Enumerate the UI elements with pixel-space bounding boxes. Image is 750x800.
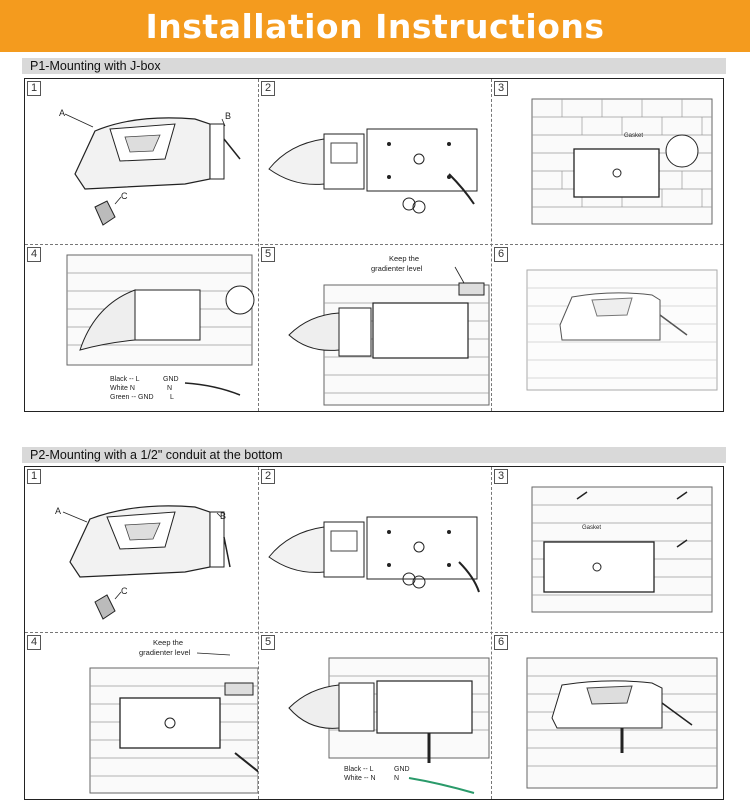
- callout-a: A: [55, 506, 62, 516]
- gasket-label: Gasket: [582, 525, 602, 531]
- callout-a: A: [59, 108, 66, 118]
- step-number: 4: [27, 247, 41, 262]
- wire-white: White -- N: [344, 775, 376, 782]
- brick-wall-mount-drawing: [492, 467, 724, 632]
- callout-c: C: [121, 191, 128, 201]
- p1-step-5: [259, 245, 491, 412]
- callout-b: B: [220, 511, 227, 521]
- step-number: 1: [27, 81, 41, 96]
- wall-pack-fixture-drawing: [25, 467, 258, 632]
- step-number: 6: [494, 635, 508, 650]
- p1-step-3: [492, 79, 724, 244]
- banner-title: Installation Instructions: [145, 6, 605, 46]
- level-note-1: Keep the: [153, 638, 184, 647]
- p1-panel: [24, 78, 724, 412]
- callout-b: B: [225, 111, 232, 121]
- p1-step-1: [25, 79, 258, 244]
- level-note-1: Keep the: [389, 254, 420, 263]
- wire-white: White N: [110, 385, 135, 392]
- p2-step-5: [259, 633, 491, 800]
- p2-panel: [24, 466, 724, 800]
- p1-step-2: [259, 79, 491, 244]
- wiring-drawing: [25, 245, 258, 412]
- step-number: 3: [494, 469, 508, 484]
- open-fixture-drawing: [259, 79, 491, 244]
- p1-section-title: P1-Mounting with J-box: [22, 58, 726, 74]
- callout-c: C: [121, 586, 128, 596]
- open-fixture-drawing: [259, 467, 491, 632]
- step-number: 3: [494, 81, 508, 96]
- step-number: 5: [261, 247, 275, 262]
- level-note-2: gradienter level: [371, 264, 423, 273]
- page-banner: [0, 0, 750, 52]
- term-3: L: [170, 394, 174, 401]
- level-note-2: gradienter level: [139, 648, 191, 657]
- step-number: 1: [27, 469, 41, 484]
- step-number: 5: [261, 635, 275, 650]
- p2-step-4: [25, 633, 258, 800]
- p2-section-title: P2-Mounting with a 1/2" conduit at the bottom: [22, 447, 726, 463]
- step-number: 4: [27, 635, 41, 650]
- level-mount-drawing: [259, 245, 491, 412]
- conduit-wiring-drawing: [259, 633, 491, 800]
- wire-black: Black -- L: [110, 376, 140, 383]
- wire-black: Black -- L: [344, 766, 374, 773]
- p2-step-6: [492, 633, 724, 800]
- term-2: N: [167, 385, 173, 392]
- term-1: GND: [394, 766, 410, 773]
- term-1: GND: [163, 376, 179, 383]
- step-number: 6: [494, 247, 508, 262]
- p2-step-2: [259, 467, 491, 632]
- p1-step-4: [25, 245, 258, 412]
- gasket-label: Gasket: [624, 133, 644, 139]
- finished-install-drawing: [492, 245, 724, 412]
- p2-step-1: [25, 467, 258, 632]
- brick-wall-mount-drawing: [492, 79, 724, 244]
- step-number: 2: [261, 81, 275, 96]
- finished-install-drawing: [492, 633, 724, 800]
- level-backplate-drawing: [25, 633, 258, 800]
- term-2: N: [394, 775, 400, 782]
- step-number: 2: [261, 469, 275, 484]
- p1-step-6: [492, 245, 724, 412]
- wire-green: Green -- GND: [110, 394, 154, 401]
- wall-pack-fixture-drawing: [25, 79, 258, 244]
- p2-step-3: [492, 467, 724, 632]
